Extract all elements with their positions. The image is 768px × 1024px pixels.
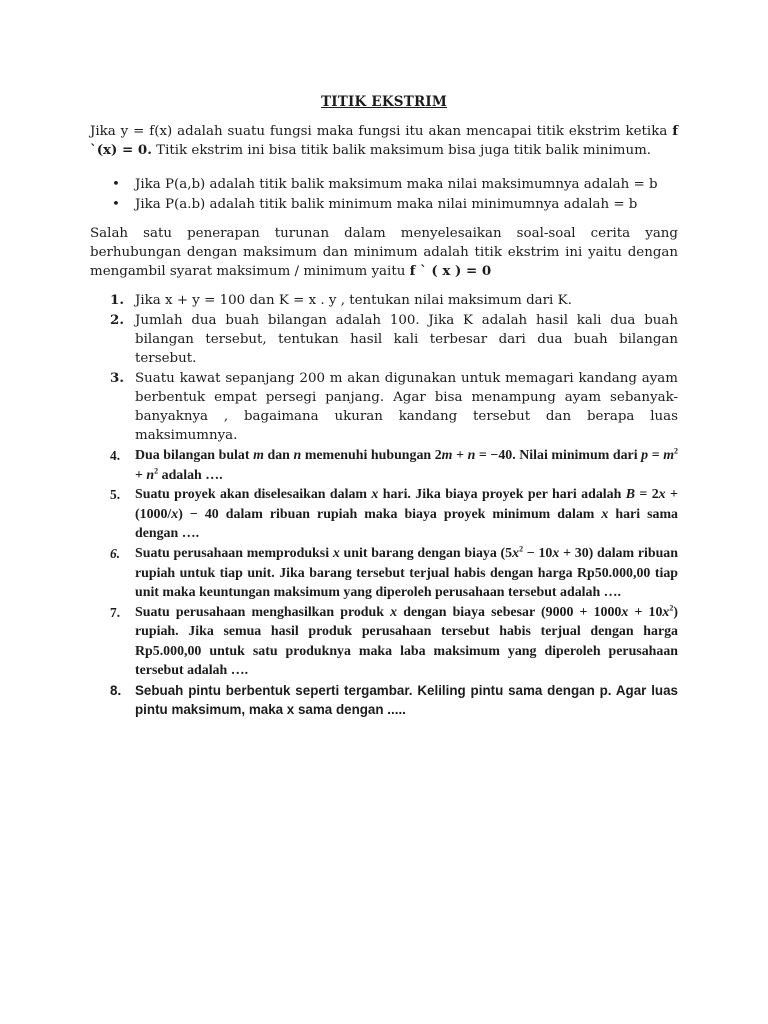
math-var: x: [658, 487, 666, 503]
problem-text: Jumlah dua buah bilangan adalah 100. Jika K adalah hasil kali dua buah bilangan tersebut, tentukan hasil kali terbesar dari dua buah bilangan tersebut.: [135, 312, 678, 367]
problem-text: = 2: [639, 487, 659, 503]
problem-item-3: [90, 369, 678, 446]
problem-number: 7.: [110, 604, 121, 620]
superscript: 2: [519, 544, 524, 554]
problem-text: memenuhi hubungan 2: [304, 448, 442, 464]
bullet-icon: •: [112, 177, 120, 192]
math-var: n: [467, 448, 476, 464]
problem-text: +: [135, 467, 143, 483]
math-var: x: [512, 546, 520, 562]
superscript: 2: [154, 465, 159, 475]
bullet-text: Jika P(a.b) adalah titik balik minimum maka nilai minimumnya adalah = b: [135, 196, 638, 212]
problem-text: dengan biaya sebesar (9000 + 1000: [403, 604, 622, 620]
problem-text: Suatu proyek akan diselesaikan dalam: [135, 487, 367, 503]
problem-text: dan: [267, 448, 290, 464]
superscript: 2: [669, 603, 674, 613]
problem-item-8: [90, 681, 678, 720]
problem-number: 3.: [110, 369, 124, 386]
math-var: m: [663, 448, 675, 464]
problem-number: 8.: [110, 683, 122, 698]
problem-text: hari sama dengan ….: [135, 506, 678, 542]
problem-text: Sebuah pintu berbentuk seperti tergambar. Keliling pintu sama dengan p. Agar luas pintu maksimum, maka x sama dengan .....: [135, 683, 678, 718]
bullet-list: [90, 175, 678, 214]
problem-number: 6.: [110, 546, 121, 562]
problem-number: 4.: [110, 448, 121, 464]
problem-text: Suatu perusahaan menghasilkan produk: [135, 604, 384, 620]
problem-text: ) − 40 dalam ribuan rupiah maka biaya proyek minimum dalam: [178, 506, 595, 522]
problem-text: unit barang dengan biaya (5: [343, 546, 513, 562]
math-var: x: [601, 506, 609, 522]
page-title: TITIK EKSTRIM: [320, 94, 448, 110]
math-var: m: [253, 448, 264, 464]
problem-text: + 30) dalam ribuan rupiah untuk tiap unit. Jika barang tersebut terjual habis dengan harga Rp50.000,00 tiap unit maka keuntungan maksimum yang diperoleh perusahaan tersebut adalah ….: [135, 546, 678, 600]
bullet-text: Jika P(a,b) adalah titik balik maksimum maka nilai maksimumnya adalah = b: [135, 177, 658, 192]
problem-item-5: [90, 485, 678, 543]
bullet-item: [90, 195, 678, 215]
problem-item-1: [90, 291, 678, 310]
intro-text-2: Titik ekstrim ini bisa titik balik maksimum bisa juga titik balik minimum.: [156, 143, 652, 158]
problem-text: Jika x + y = 100 dan K = x . y , tentukan nilai maksimum dari K.: [135, 293, 572, 308]
application-paragraph: [90, 224, 678, 281]
problem-text: ) rupiah. Jika semua hasil produk perusahaan tersebut habis terjual dengan harga Rp5.000,00 untuk satu produknya maka laba maksimum yang diperoleh perusahaan tersebut adalah ….: [135, 604, 678, 679]
math-var: B: [625, 487, 635, 503]
math-var: x: [171, 506, 179, 522]
application-condition: f ` ( x ) = 0: [409, 263, 492, 279]
math-var: x: [552, 546, 560, 562]
problem-list: [90, 291, 678, 720]
intro-paragraph: [90, 122, 678, 160]
math-var: x: [621, 604, 629, 620]
problem-text: hari. Jika biaya proyek per hari adalah: [382, 487, 622, 503]
math-var: x: [371, 487, 379, 503]
problem-number: 1.: [110, 292, 124, 308]
math-var: m: [441, 448, 453, 464]
math-var: x: [390, 604, 398, 620]
math-var: p: [641, 448, 649, 464]
problem-text: − 10: [526, 546, 553, 562]
problem-item-7: [90, 603, 678, 681]
math-var: n: [146, 467, 155, 483]
intro-condition: f `(x) = 0.: [90, 123, 678, 158]
problem-number: 2.: [110, 311, 124, 328]
problem-item-4: [90, 446, 678, 485]
intro-text: Jika y = f(x) adalah suatu fungsi maka fungsi itu akan mencapai titik ekstrim ketika: [90, 124, 668, 139]
problem-number: 5.: [110, 487, 121, 503]
problem-item-6: [90, 544, 678, 602]
bullet-icon: •: [112, 196, 120, 212]
problem-text: +: [456, 448, 464, 464]
problem-text: = −40. Nilai minimum dari: [478, 448, 638, 464]
bullet-item: [90, 175, 678, 195]
problem-text: Suatu kawat sepanjang 200 m akan digunakan untuk memagari kandang ayam berbentuk empat persegi panjang. Agar bisa menampung ayam sebanyak-banyaknya , bagaimana ukuran kandang tersebut dan berapa luas maksimumnya.: [135, 370, 678, 444]
math-var: x: [662, 604, 670, 620]
problem-text: + (1000/: [135, 487, 678, 522]
problem-text: Suatu perusahaan memproduksi: [135, 546, 330, 562]
superscript: 2: [674, 446, 679, 456]
problem-item-2: [90, 311, 678, 369]
math-var: x: [332, 546, 340, 562]
application-text: Salah satu penerapan turunan dalam menyelesaikan soal-soal cerita yang berhubungan dengan maksimum dan minimum adalah titik ekstrim ini yaitu dengan mengambil syarat maksimum / minimum yaitu: [90, 226, 678, 279]
problem-text: + 10: [634, 604, 663, 620]
math-var: n: [293, 448, 302, 464]
problem-text: =: [651, 448, 660, 464]
problem-text: Dua bilangan bulat: [135, 448, 250, 464]
problem-text: adalah ….: [161, 467, 223, 483]
